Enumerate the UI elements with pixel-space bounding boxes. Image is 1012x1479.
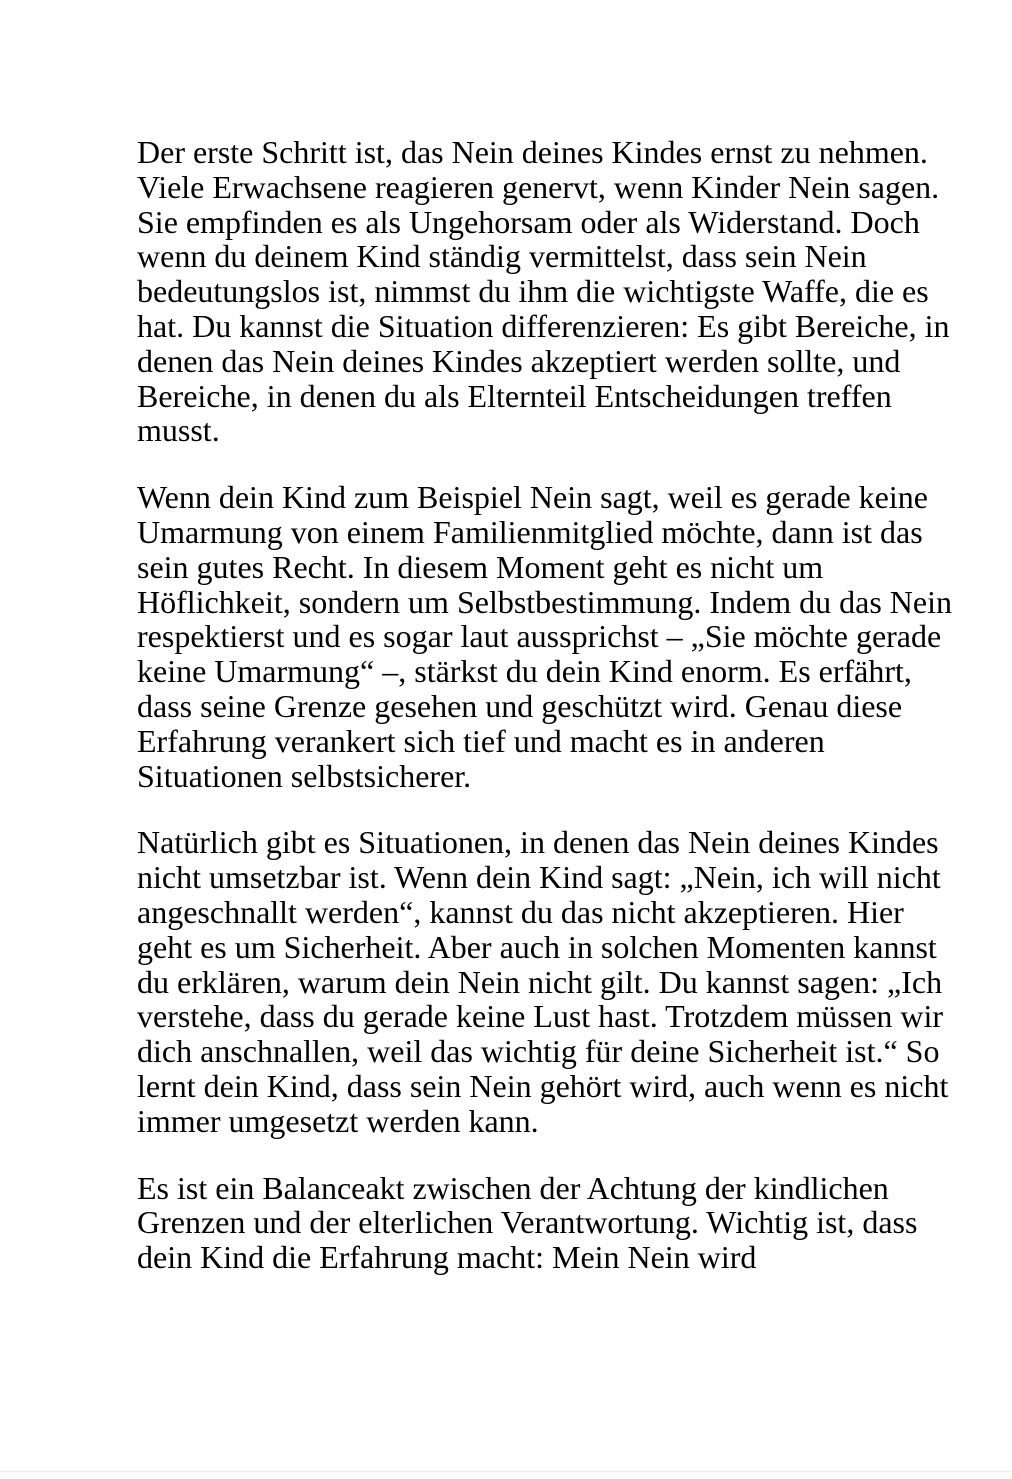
text-line: Grenzen und der elterlichen Verantwortung. Wichtig ist, dass [137, 1204, 918, 1241]
text-block [137, 134, 952, 1307]
text-line: nicht umsetzbar ist. Wenn dein Kind sagt: „Nein, ich will nicht [137, 859, 941, 896]
text-line: denen das Nein deines Kindes akzeptiert werden sollte, und [137, 342, 901, 379]
text-line: musst. [137, 412, 220, 449]
text-line: Wenn dein Kind zum Beispiel Nein sagt, weil es gerade keine [137, 479, 928, 516]
text-line: angeschnallt werden“, kannst du das nicht akzeptieren. Hier [137, 893, 904, 930]
paragraph [137, 1169, 918, 1276]
text-line: Sie empfinden es als Ungehorsam oder als Widerstand. Doch [137, 203, 920, 240]
text-line: dein Kind die Erfahrung macht: Mein Nein wird [137, 1239, 757, 1276]
text-line: Viele Erwachsene reagieren genervt, wenn Kinder Nein sagen. [137, 168, 940, 205]
text-line: Bereiche, in denen du als Elternteil Entscheidungen treffen [137, 377, 892, 414]
bottom-bar [0, 1471, 1012, 1479]
text-line: geht es um Sicherheit. Aber auch in solchen Momenten kannst [137, 928, 937, 965]
text-line: Höflichkeit, sondern um Selbstbestimmung. Indem du das Nein [137, 583, 952, 620]
text-line: Umarmung von einem Familienmitglied möchte, dann ist das [137, 513, 923, 550]
text-line: lernt dein Kind, dass sein Nein gehört wird, auch wenn es nicht [137, 1067, 949, 1104]
paragraph [137, 824, 949, 1139]
text-line: sein gutes Recht. In diesem Moment geht es nicht um [137, 548, 824, 585]
paragraph [137, 134, 950, 449]
text-line: Natürlich gibt es Situationen, in denen das Nein deines Kindes [137, 824, 939, 861]
text-line: wenn du deinem Kind ständig vermittelst, dass sein Nein [137, 238, 867, 275]
text-line: dich anschnallen, weil das wichtig für deine Sicherheit ist.“ So [137, 1033, 940, 1070]
text-line: immer umgesetzt werden kann. [137, 1102, 539, 1139]
text-line: verstehe, dass du gerade keine Lust hast. Trotzdem müssen wir [137, 998, 944, 1035]
text-line: Der erste Schritt ist, das Nein deines Kindes ernst zu nehmen. [137, 134, 928, 170]
paragraph [137, 479, 952, 794]
text-line: du erklären, warum dein Nein nicht gilt. Du kannst sagen: „Ich [137, 963, 943, 1000]
text-line: Erfahrung verankert sich tief und macht es in anderen [137, 722, 825, 759]
text-line: hat. Du kannst die Situation differenzieren: Es gibt Bereiche, in [137, 307, 950, 344]
text-line: Es ist ein Balanceakt zwischen der Achtung der kindlichen [137, 1169, 889, 1206]
text-line: respektierst und es sogar laut aussprichst – „Sie möchte gerade [137, 618, 942, 655]
text-line: Situationen selbstsicherer. [137, 757, 472, 794]
text-line: dass seine Grenze gesehen und geschützt wird. Genau diese [137, 687, 903, 724]
text-line: bedeutungslos ist, nimmst du ihm die wichtigste Waffe, die es [137, 273, 929, 310]
text-line: keine Umarmung“ –, stärkst du dein Kind enorm. Es erfährt, [137, 653, 912, 690]
